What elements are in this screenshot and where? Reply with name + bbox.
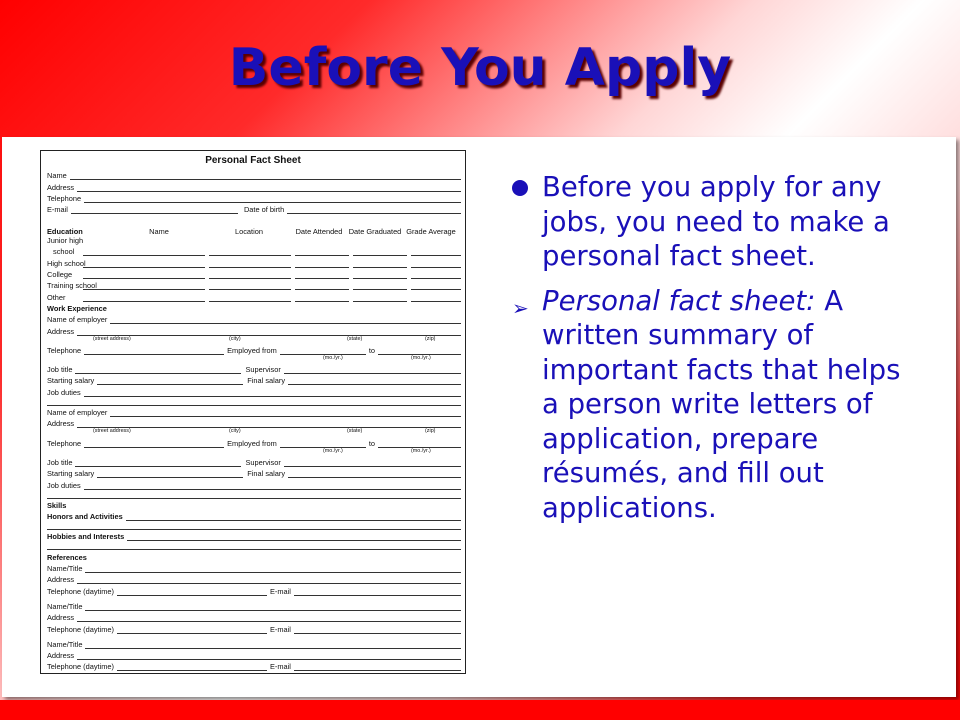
job-title-label: Job title (47, 457, 73, 467)
starting-salary-line (97, 378, 243, 385)
ref-name-row (41, 638, 465, 649)
address-line (77, 653, 461, 660)
salary-row (41, 467, 465, 478)
final-salary-line (288, 378, 461, 385)
bullet-2-term: Personal fact sheet: (542, 284, 816, 317)
moyr-hint: (mo./yr.) (411, 354, 431, 361)
telephone-label: Telephone (47, 345, 82, 355)
personal-fact-sheet-form (40, 150, 466, 674)
name-label: Name (47, 171, 67, 181)
address-label: Address (47, 419, 75, 429)
address-line (77, 421, 461, 428)
email-line (294, 627, 461, 634)
ref-tel-row (41, 584, 465, 595)
bottom-bar (0, 700, 960, 720)
email-line (294, 664, 461, 671)
employer-address-row (41, 324, 465, 335)
slide-title: Before You Apply (228, 38, 732, 98)
edu-line (411, 261, 461, 268)
state-hint: (state) (347, 428, 363, 435)
supervisor-line (284, 367, 461, 374)
telephone-label: Telephone (47, 438, 82, 448)
edu-line (295, 283, 349, 290)
telephone-line (84, 196, 461, 203)
edu-line (353, 249, 407, 256)
bullet-item-1 (512, 170, 912, 274)
references-label: References (47, 552, 87, 562)
city-hint: (city) (229, 335, 241, 342)
ref-address-row (41, 649, 465, 660)
college-label: College (47, 270, 73, 280)
starting-salary-label: Starting salary (47, 469, 95, 479)
training-label: Training school (47, 281, 97, 291)
name-title-line (85, 566, 461, 573)
name-title-line (85, 642, 461, 649)
tel-line (117, 589, 267, 596)
edu-line (353, 295, 407, 302)
job-title-row (41, 456, 465, 467)
edu-line (353, 272, 407, 279)
street-hint: (street address) (93, 428, 131, 435)
job-title-line (75, 460, 241, 467)
employer-line (110, 410, 461, 417)
employed-from-label: Employed from (227, 345, 277, 355)
job-duties-line (84, 483, 461, 490)
edu-line (209, 295, 291, 302)
email-line (294, 589, 461, 596)
education-header (41, 214, 465, 236)
dob-line (287, 207, 461, 214)
tel-daytime-label: Telephone (daytime) (47, 662, 114, 672)
email-line (71, 207, 238, 214)
edu-line (209, 249, 291, 256)
employed-row (41, 344, 465, 355)
tel-line (117, 664, 267, 671)
ref-name-row (41, 562, 465, 573)
job-title-line (75, 367, 241, 374)
starting-salary-label: Starting salary (47, 376, 95, 386)
employer-row (41, 406, 465, 417)
edu-line (83, 283, 205, 290)
blank-line (47, 397, 461, 406)
zip-hint: (zip) (425, 428, 436, 435)
address-row (41, 180, 465, 191)
address-label: Address (47, 651, 75, 661)
date-hints (41, 448, 465, 456)
address-hints (41, 428, 465, 436)
telephone-line (84, 348, 224, 355)
edu-line (209, 261, 291, 268)
honors-label: Honors and Activities (47, 512, 123, 522)
education-label: Education (47, 227, 83, 237)
edu-line (353, 261, 407, 268)
name-title-line (85, 604, 461, 611)
to-line (378, 441, 461, 448)
edu-line (83, 272, 205, 279)
work-experience-heading (41, 302, 465, 313)
supervisor-label: Supervisor (245, 365, 281, 375)
address-label: Address (47, 326, 75, 336)
date-hints (41, 355, 465, 363)
bullet-1-text: Before you apply for any jobs, you need to make a personal fact sheet. (542, 171, 890, 272)
ref-name-row (41, 600, 465, 611)
name-title-label: Name/Title (47, 601, 83, 611)
references-heading (41, 550, 465, 561)
edu-line (411, 249, 461, 256)
moyr-hint: (mo./yr.) (323, 354, 343, 361)
edu-line (295, 295, 349, 302)
edu-line (411, 295, 461, 302)
final-salary-label: Final salary (247, 376, 286, 386)
name-row (41, 169, 465, 180)
to-label: to (368, 438, 375, 448)
skills-row (41, 499, 465, 510)
edu-line (295, 249, 349, 256)
address-hints (41, 336, 465, 344)
city-hint: (city) (229, 428, 241, 435)
job-duties-line (84, 390, 461, 397)
address-label: Address (47, 575, 75, 585)
edu-line (209, 272, 291, 279)
final-salary-line (288, 471, 461, 478)
edu-line (209, 283, 291, 290)
form-title: Personal Fact Sheet (205, 155, 301, 166)
honors-row (41, 510, 465, 521)
hobbies-row (41, 530, 465, 541)
job-duties-row (41, 478, 465, 489)
name-title-label: Name/Title (47, 564, 83, 574)
street-hint: (street address) (93, 335, 131, 342)
employer-row (41, 313, 465, 324)
name-title-label: Name/Title (47, 639, 83, 649)
address-label: Address (47, 182, 75, 192)
address-line (77, 185, 461, 192)
high-school-row (41, 256, 465, 267)
state-hint: (state) (347, 335, 363, 342)
edu-line (353, 283, 407, 290)
tel-line (117, 627, 267, 634)
moyr-hint: (mo./yr.) (323, 447, 343, 454)
tel-daytime-label: Telephone (daytime) (47, 624, 114, 634)
address-line (77, 329, 461, 336)
employer-label: Name of employer (47, 408, 108, 418)
blank-line (47, 490, 461, 499)
edu-line (295, 261, 349, 268)
college-row (41, 268, 465, 279)
edu-line (83, 249, 205, 256)
ref-address-row (41, 611, 465, 622)
col-name: Name (149, 227, 169, 237)
starting-salary-line (97, 471, 243, 478)
to-line (378, 348, 461, 355)
ref-tel-row (41, 622, 465, 633)
edu-line (411, 272, 461, 279)
job-duties-label: Job duties (47, 387, 81, 397)
arrow-bullet-icon: ➢ (512, 295, 529, 320)
job-duties-label: Job duties (47, 480, 81, 490)
name-line (70, 173, 461, 180)
bullet-list (512, 170, 912, 535)
address-label: Address (47, 613, 75, 623)
tel-daytime-label: Telephone (daytime) (47, 586, 114, 596)
supervisor-label: Supervisor (245, 457, 281, 467)
bullet-dot-icon (512, 180, 528, 196)
ref-address-row (41, 573, 465, 584)
other-row (41, 290, 465, 301)
col-date-attended: Date Attended (295, 227, 343, 237)
zip-hint: (zip) (425, 335, 436, 342)
employer-label: Name of employer (47, 315, 108, 325)
high-school-label: High school (47, 258, 86, 268)
dob-label: Date of birth (243, 205, 285, 215)
blank-line (47, 541, 461, 550)
col-grade-average: Grade Average (406, 227, 456, 237)
telephone-label: Telephone (47, 193, 82, 203)
final-salary-label: Final salary (247, 469, 286, 479)
blank-line (47, 521, 461, 530)
other-label: Other (47, 292, 66, 302)
junior-high-label: Junior high (47, 236, 84, 246)
email-label: E-mail (269, 586, 291, 596)
employed-from-label: Employed from (227, 438, 277, 448)
edu-line (83, 295, 205, 302)
from-line (280, 348, 366, 355)
job-title-row (41, 363, 465, 374)
school-label: school (53, 247, 75, 257)
edu-line (295, 272, 349, 279)
telephone-line (84, 441, 224, 448)
address-line (77, 577, 461, 584)
honors-line (126, 514, 461, 521)
moyr-hint: (mo./yr.) (411, 447, 431, 454)
employer-address-row (41, 417, 465, 428)
bullet-item-2 (512, 284, 912, 526)
skills-label: Skills (47, 500, 67, 510)
to-label: to (368, 345, 375, 355)
hobbies-label: Hobbies and Interests (47, 532, 125, 542)
job-title-label: Job title (47, 365, 73, 375)
job-duties-row (41, 385, 465, 396)
training-row (41, 279, 465, 290)
edu-line (411, 283, 461, 290)
salary-row (41, 374, 465, 385)
hobbies-line (127, 534, 461, 541)
work-experience-label: Work Experience (47, 303, 107, 313)
bullet-2-text: A written summary of important facts that helps a person write letters of application, prepare résumés, and fill out applications. (542, 284, 901, 524)
telephone-row (41, 192, 465, 203)
email-label: E-mail (269, 624, 291, 634)
employed-row (41, 436, 465, 447)
employer-line (110, 317, 461, 324)
supervisor-line (284, 460, 461, 467)
junior-high-row-1 (41, 236, 465, 245)
address-line (77, 615, 461, 622)
ref-tel-row (41, 660, 465, 671)
junior-high-row (41, 245, 465, 256)
email-row (41, 203, 465, 214)
edu-line (83, 261, 205, 268)
email-label: E-mail (269, 662, 291, 672)
col-date-graduated: Date Graduated (348, 227, 402, 237)
col-location: Location (235, 227, 263, 237)
from-line (280, 441, 366, 448)
email-label: E-mail (47, 205, 68, 215)
